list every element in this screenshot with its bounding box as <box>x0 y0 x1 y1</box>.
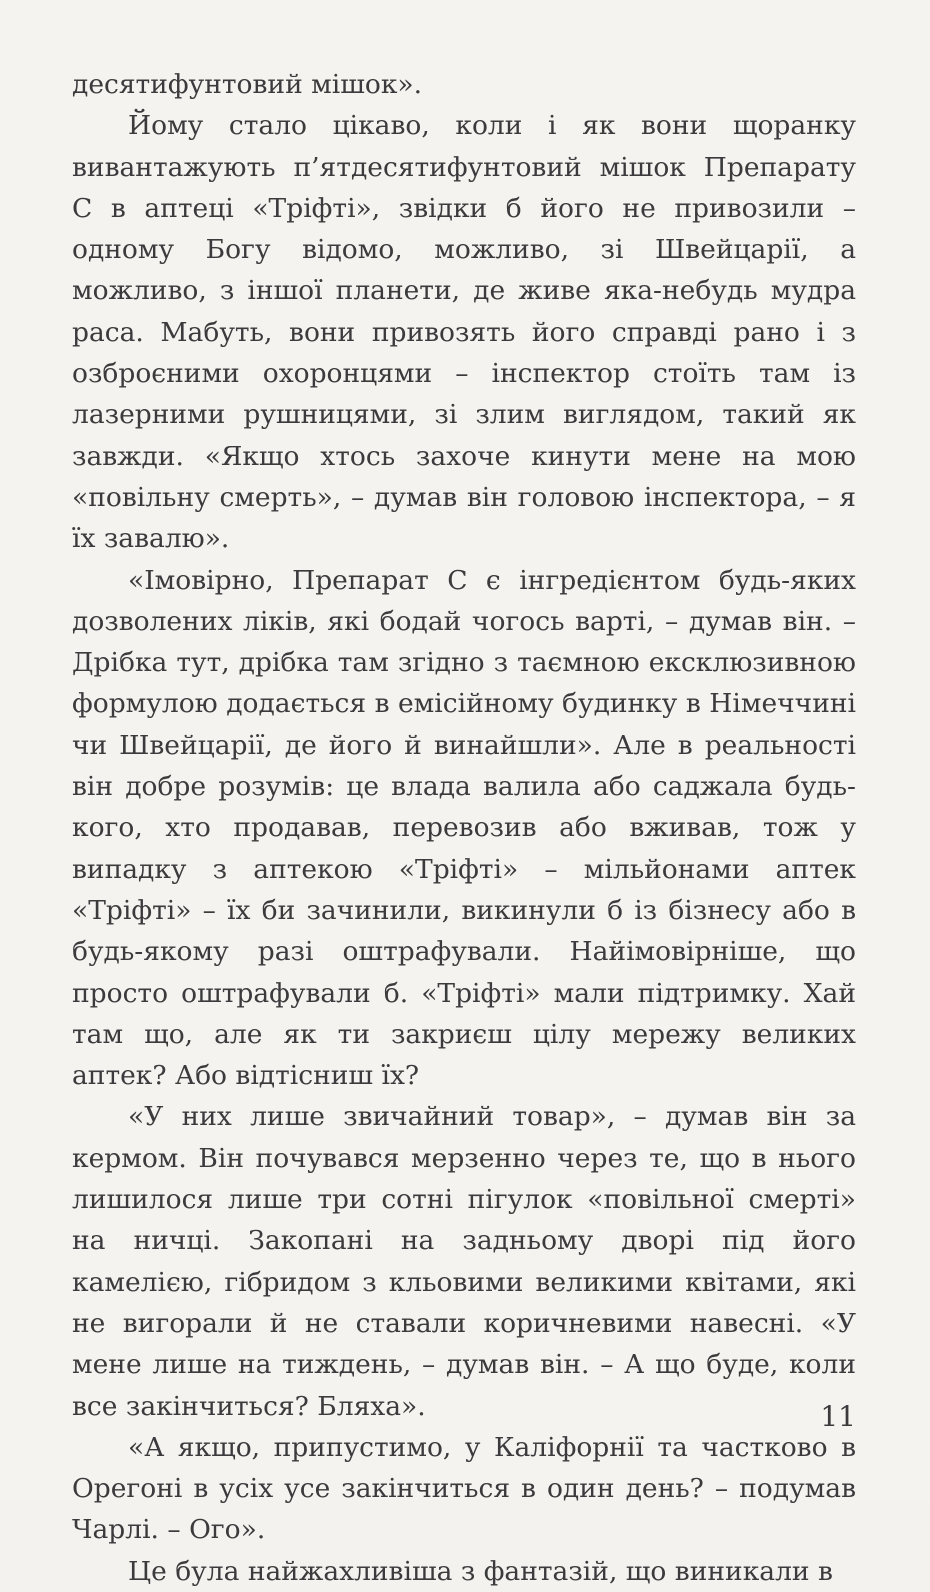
paragraph: Йому стало цікаво, коли і як вони щоранку вивантажують п’ятдесятифунтовий мішок Препарату С в аптеці «Тріфті», звідки б його не привозили – одному Богу відомо, можливо, зі Швейцарії, а можливо, з іншої планети, де живе яка-небудь мудра раса. Мабуть, вони привозять його справді рано і з озброєними охоронцями – інспектор стоїть там із лазерними рушницями, зі злим виглядом, такий як завжди. «Якщо хтось захоче кинути мене на мою «повільну смерть», – думав він головою інспектора, – я їх завалю». <box>72 110 856 555</box>
paragraph: «Імовірно, Препарат С є інгредієнтом будь-яких дозволених ліків, які бодай чогось варті, – думав він. – Дрібка тут, дрібка там згідно з таємною ексклюзивною формулою додається в емісійному будинку в Німеччині чи Швейцарії, де його й винайшли». Але в реальності він добре розумів: це влада валила або саджала будь-кого, хто продавав, перевозив або вживав, тож у випадку з аптекою «Тріфті» – мільйонами аптек «Тріфті» – їх би зачинили, викинули б із бізнесу або в будь-якому разі оштрафували. Найімовірніше, що просто оштрафували б. «Тріфті» мали підтримку. Хай там що, але як ти закриєш цілу мережу великих аптек? Або відтісниш їх? <box>72 564 856 1092</box>
page-number: 11 <box>820 1400 856 1433</box>
page-body-text <box>72 64 856 1592</box>
paragraph: «У них лише звичайний товар», – думав він за кермом. Він почувався мерзенно через те, що в нього лишилося лише три сотні пігулок «повільної смерті» на ничці. Закопані на задньому дворі під його камелією, гібридом з кльовими великими квітами, які не вигорали й не ставали коричневими навесні. «У мене лише на тиждень, – думав він. – А що буде, коли все закінчиться? Бляха». <box>72 1101 856 1422</box>
paragraph: Це була найжахливіша з фантазій, що виникали в <box>128 1555 833 1587</box>
paragraph-continuation: десятифунтовий мішок». <box>72 69 423 100</box>
paragraph: «А якщо, припустимо, у Каліфорнії та частково в Орегоні в усіх усе закінчиться в один день? – подумав Чарлі. – Ого». <box>72 1431 856 1546</box>
